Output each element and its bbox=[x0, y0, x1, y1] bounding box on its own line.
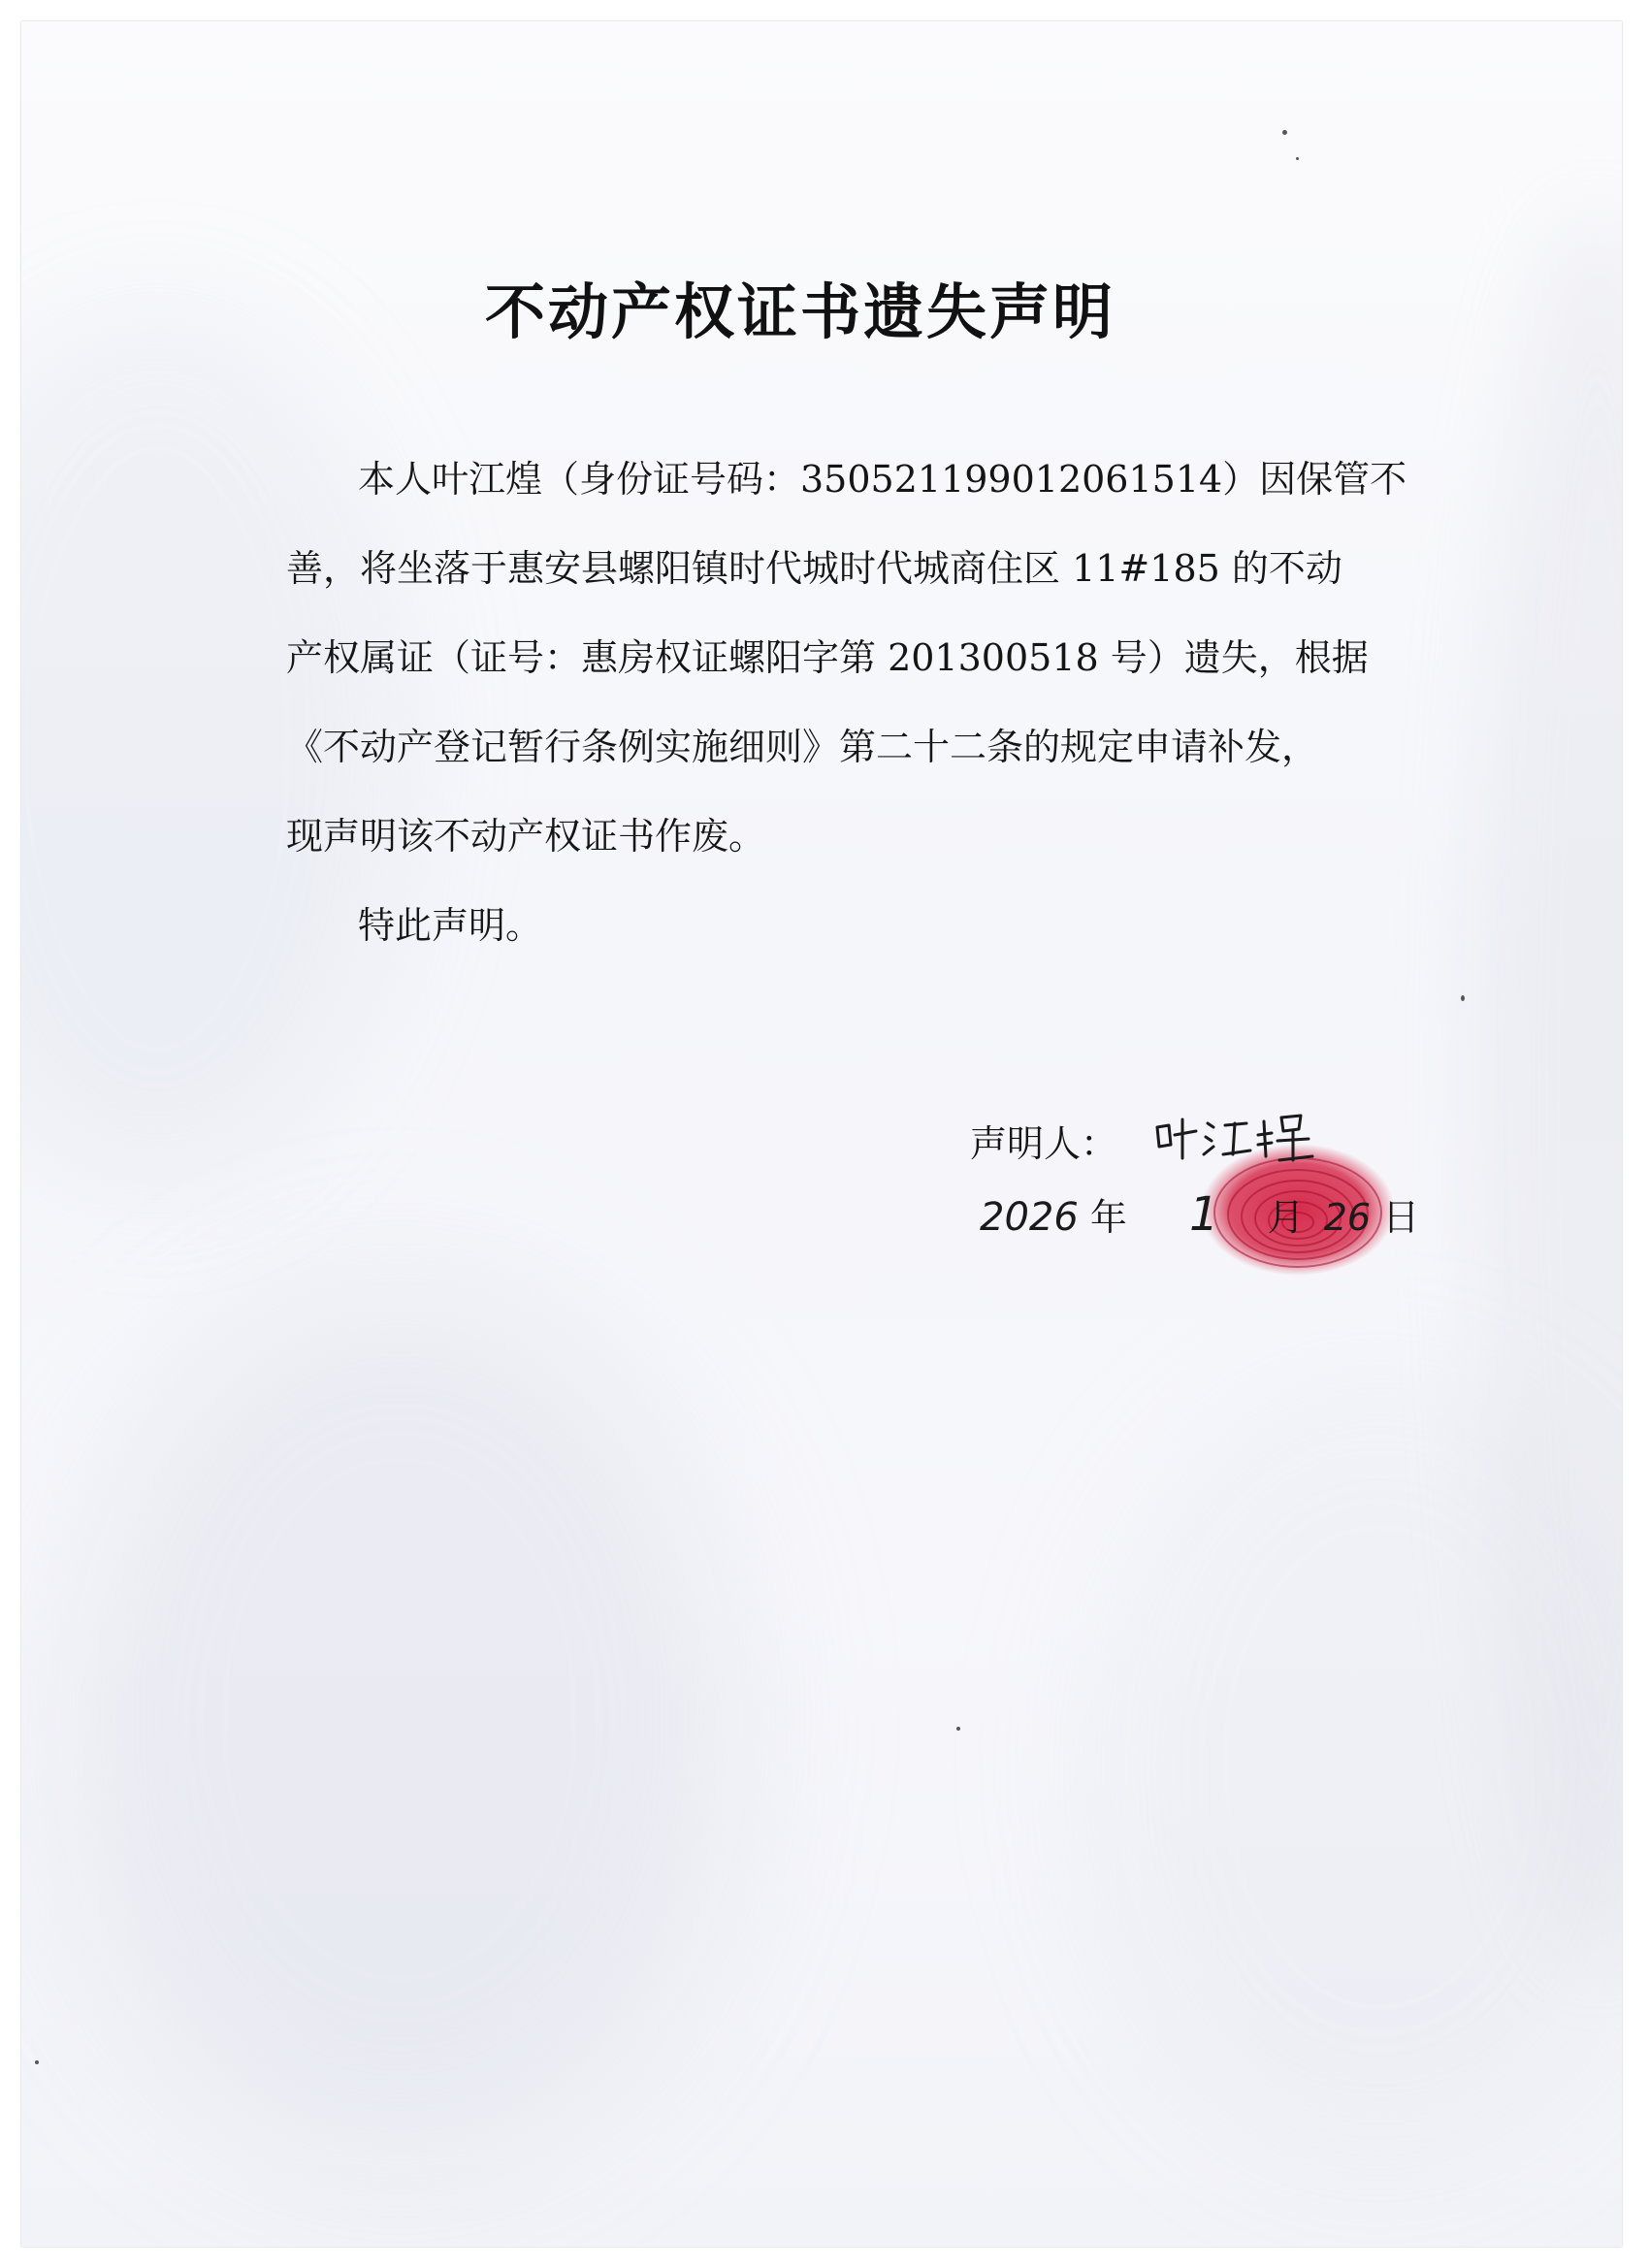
date-line bbox=[980, 1187, 1419, 1242]
document-title: 不动产权证书遗失声明 bbox=[485, 276, 1116, 347]
closing-line: 特此声明。 bbox=[358, 904, 543, 947]
paragraph-line: 《不动产登记暂行条例实施细则》第二十二条的规定申请补发， bbox=[286, 726, 1319, 768]
date-month-label: 月 bbox=[1267, 1196, 1305, 1239]
declarant-line bbox=[970, 1114, 1117, 1167]
paragraph-line: 善，将坐落于惠安县螺阳镇时代城时代城商住区 11#185 的不动 bbox=[286, 547, 1342, 590]
paper-shadow bbox=[60, 1282, 739, 2155]
paragraph-line: 产权属证（证号：惠房权证螺阳字第 201300518 号）遗失，根据 bbox=[286, 636, 1369, 679]
statement-body bbox=[286, 435, 1407, 970]
date-year-label: 年 bbox=[1089, 1196, 1127, 1239]
paper-shadow bbox=[1476, 215, 1622, 1961]
paragraph-line: 现声明该不动产权证书作废。 bbox=[286, 815, 766, 858]
declarant-label: 声明人： bbox=[970, 1122, 1118, 1165]
paper-shadow bbox=[1088, 1379, 1622, 2155]
date-day: 26 bbox=[1323, 1196, 1372, 1239]
handwritten-signature bbox=[1149, 1098, 1343, 1176]
document-page bbox=[21, 21, 1622, 2247]
date-day-label: 日 bbox=[1382, 1196, 1420, 1239]
paragraph-line: 本人叶江煌（身份证号码：350521199012061514）因保管不 bbox=[358, 458, 1407, 501]
date-year: 2026 bbox=[980, 1195, 1079, 1240]
date-month: 1 bbox=[1189, 1187, 1219, 1242]
